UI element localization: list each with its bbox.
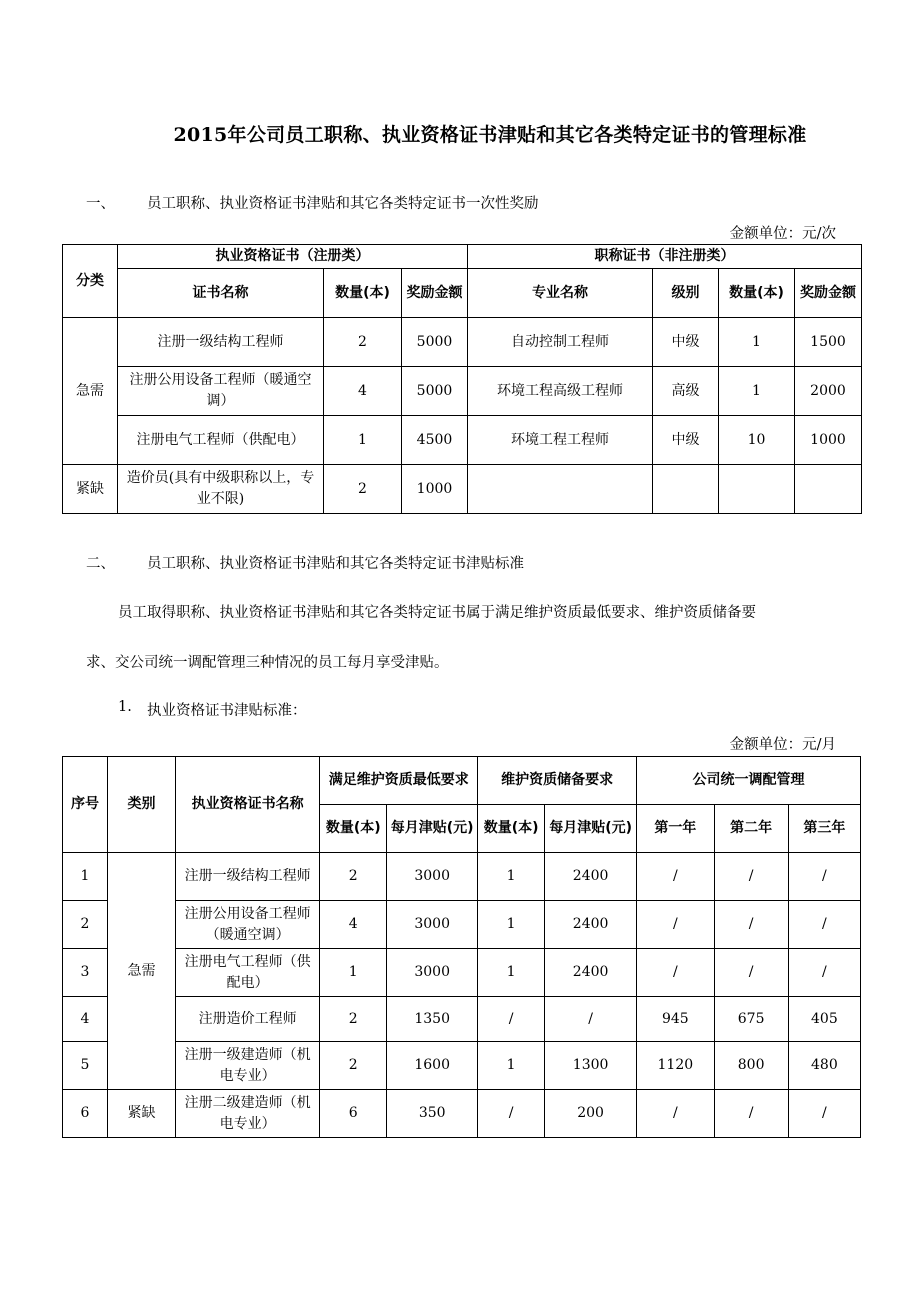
year3: / <box>788 1090 860 1138</box>
monthly: 3000 <box>387 949 478 997</box>
year3: 480 <box>788 1042 860 1090</box>
table-row <box>63 997 861 1042</box>
header-level: 级别 <box>653 269 719 318</box>
section2-unit: 金额单位：元/月 <box>729 737 836 753</box>
header-year3: 第三年 <box>788 805 860 853</box>
header-qty: 数量(本) <box>320 805 387 853</box>
year1: / <box>637 901 714 949</box>
cert-name: 注册公用设备工程师（暖通空调） <box>118 367 324 416</box>
qty2: 10 <box>719 416 795 465</box>
table-row <box>63 465 862 514</box>
header-reserve-requirement: 维护资质储备要求 <box>478 757 637 805</box>
qty-b: / <box>478 1090 545 1138</box>
header-cert-name: 证书名称 <box>118 269 324 318</box>
header-cert-name: 执业资格证书名称 <box>175 757 319 853</box>
monthly-b: 2400 <box>545 853 637 901</box>
table-row <box>63 1042 861 1090</box>
year2: 800 <box>714 1042 788 1090</box>
cert-name: 注册一级建造师（机电专业） <box>175 1042 319 1090</box>
qty: 2 <box>324 318 402 367</box>
category-urgent: 急需 <box>63 318 118 465</box>
monthly: 3000 <box>387 901 478 949</box>
cert-name: 注册一级结构工程师 <box>118 318 324 367</box>
header-reward: 奖励金额 <box>402 269 468 318</box>
cert-name: 造价员(具有中级职称以上，专业不限) <box>118 465 324 514</box>
year3: / <box>788 949 860 997</box>
year2: / <box>714 949 788 997</box>
cert-name: 注册电气工程师（供配电） <box>118 416 324 465</box>
qty: 2 <box>320 997 387 1042</box>
year2: / <box>714 853 788 901</box>
qty: 6 <box>320 1090 387 1138</box>
qty: 1 <box>324 416 402 465</box>
qty: 1 <box>320 949 387 997</box>
level <box>653 465 719 514</box>
header-year1: 第一年 <box>637 805 714 853</box>
monthly-b: 2400 <box>545 949 637 997</box>
monthly: 1600 <box>387 1042 478 1090</box>
allowance-table <box>62 756 861 1138</box>
table-row <box>63 318 862 367</box>
seq: 5 <box>63 1042 108 1090</box>
qty-b: 1 <box>478 949 545 997</box>
major <box>468 465 653 514</box>
qty2: 1 <box>719 367 795 416</box>
header-category: 分类 <box>63 245 118 318</box>
header-group-registered: 执业资格证书（注册类） <box>118 245 468 269</box>
header-seq: 序号 <box>63 757 108 853</box>
qty-b: 1 <box>478 901 545 949</box>
cert-name: 注册公用设备工程师（暖通空调） <box>175 901 319 949</box>
year1: 945 <box>637 997 714 1042</box>
section1-unit: 金额单位：元/次 <box>729 226 836 242</box>
level: 中级 <box>653 318 719 367</box>
cert-name: 注册电气工程师（供配电） <box>175 949 319 997</box>
table-row <box>63 949 861 997</box>
section1-number: 一、 <box>86 196 115 212</box>
qty: 4 <box>320 901 387 949</box>
seq: 4 <box>63 997 108 1042</box>
year2: 675 <box>714 997 788 1042</box>
major: 自动控制工程师 <box>468 318 653 367</box>
year2: / <box>714 1090 788 1138</box>
qty: 2 <box>320 853 387 901</box>
monthly-b: / <box>545 997 637 1042</box>
subsection-heading: 执业资格证书津贴标准： <box>147 703 307 719</box>
seq: 1 <box>63 853 108 901</box>
level: 中级 <box>653 416 719 465</box>
seq: 2 <box>63 901 108 949</box>
header-qty: 数量(本) <box>324 269 402 318</box>
year3: / <box>788 901 860 949</box>
year3: / <box>788 853 860 901</box>
header-monthly: 每月津贴(元) <box>387 805 478 853</box>
monthly-b: 2400 <box>545 901 637 949</box>
section2-paragraph-line2: 求、交公司统一调配管理三种情况的员工每月享受津贴。 <box>86 655 449 671</box>
year3: 405 <box>788 997 860 1042</box>
qty: 2 <box>320 1042 387 1090</box>
cert-name: 注册造价工程师 <box>175 997 319 1042</box>
header-category: 类别 <box>107 757 175 853</box>
major: 环境工程高级工程师 <box>468 367 653 416</box>
reward2: 2000 <box>795 367 862 416</box>
reward-table <box>62 244 862 514</box>
section2-number: 二、 <box>86 556 115 572</box>
qty-b: 1 <box>478 853 545 901</box>
subsection-number: 1. <box>118 699 132 715</box>
category-short: 紧缺 <box>63 465 118 514</box>
year1: / <box>637 1090 714 1138</box>
table-row <box>63 1090 861 1138</box>
level: 高级 <box>653 367 719 416</box>
qty: 4 <box>324 367 402 416</box>
qty: 2 <box>324 465 402 514</box>
header-major: 专业名称 <box>468 269 653 318</box>
section2-paragraph-line1: 员工取得职称、执业资格证书津贴和其它各类特定证书属于满足维护资质最低要求、维护资质储备要 <box>118 605 756 621</box>
reward2: 1000 <box>795 416 862 465</box>
section1-heading: 员工职称、执业资格证书津贴和其它各类特定证书一次性奖励 <box>147 196 539 212</box>
year1: / <box>637 853 714 901</box>
header-qty2: 数量(本) <box>719 269 795 318</box>
monthly-b: 1300 <box>545 1042 637 1090</box>
reward: 4500 <box>402 416 468 465</box>
section2-heading: 员工职称、执业资格证书津贴和其它各类特定证书津贴标准 <box>147 556 524 572</box>
year1: 1120 <box>637 1042 714 1090</box>
category-short: 紧缺 <box>107 1090 175 1138</box>
category-urgent: 急需 <box>107 853 175 1090</box>
header-year2: 第二年 <box>714 805 788 853</box>
year1: / <box>637 949 714 997</box>
year2: / <box>714 901 788 949</box>
major: 环境工程工程师 <box>468 416 653 465</box>
table-row <box>63 901 861 949</box>
qty-b: 1 <box>478 1042 545 1090</box>
monthly: 350 <box>387 1090 478 1138</box>
reward2 <box>795 465 862 514</box>
reward2: 1500 <box>795 318 862 367</box>
cert-name: 注册二级建造师（机电专业） <box>175 1090 319 1138</box>
header-unified-management: 公司统一调配管理 <box>637 757 861 805</box>
header-qty-b: 数量(本) <box>478 805 545 853</box>
monthly-b: 200 <box>545 1090 637 1138</box>
monthly: 3000 <box>387 853 478 901</box>
table-row <box>63 853 861 901</box>
cert-name: 注册一级结构工程师 <box>175 853 319 901</box>
header-min-requirement: 满足维护资质最低要求 <box>320 757 478 805</box>
table-row <box>63 367 862 416</box>
header-group-title: 职称证书（非注册类） <box>468 245 862 269</box>
table-row <box>63 416 862 465</box>
qty2: 1 <box>719 318 795 367</box>
page-title: 2015年公司员工职称、执业资格证书津贴和其它各类特定证书的管理标准 <box>173 124 807 146</box>
monthly: 1350 <box>387 997 478 1042</box>
qty2 <box>719 465 795 514</box>
reward: 5000 <box>402 318 468 367</box>
seq: 3 <box>63 949 108 997</box>
qty-b: / <box>478 997 545 1042</box>
seq: 6 <box>63 1090 108 1138</box>
header-monthly-b: 每月津贴(元) <box>545 805 637 853</box>
reward: 1000 <box>402 465 468 514</box>
header-reward2: 奖励金额 <box>795 269 862 318</box>
reward: 5000 <box>402 367 468 416</box>
